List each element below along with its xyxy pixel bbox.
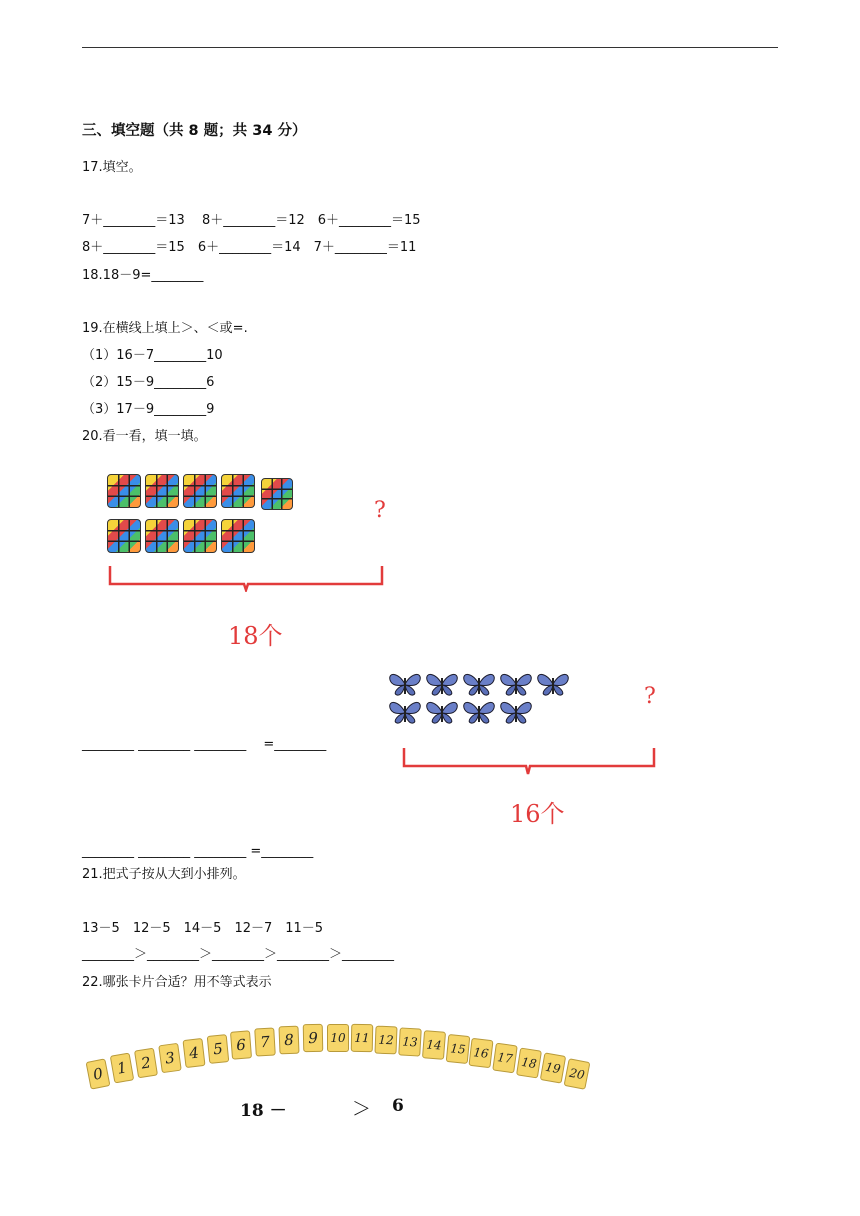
rubik-cube-icon bbox=[107, 474, 141, 508]
number-card: 5 bbox=[206, 1034, 229, 1064]
fig1-brace bbox=[100, 562, 392, 592]
number-card: 6 bbox=[230, 1030, 252, 1059]
number-card: 7 bbox=[255, 1027, 277, 1056]
fig1-question-mark: ? bbox=[374, 498, 386, 523]
number-card: 15 bbox=[445, 1034, 470, 1064]
number-card: 17 bbox=[493, 1042, 519, 1073]
rubik-cube-icon bbox=[261, 478, 293, 510]
q17-row1: 7＋________＝13 8＋________＝12 6＋________＝15 bbox=[82, 213, 421, 228]
q19-item-1: （1）16－7________10 bbox=[82, 348, 223, 363]
q21-blanks: ________＞________＞________＞________＞________ bbox=[82, 947, 394, 962]
q22-expr-left: 18 － bbox=[240, 1101, 287, 1121]
number-card: 1 bbox=[110, 1053, 135, 1084]
number-card: 13 bbox=[398, 1027, 422, 1056]
q21-label: 21.把式子按从大到小排列。 bbox=[82, 867, 246, 882]
q20-answer-2: ________ ________ ________ =________ bbox=[82, 844, 314, 859]
rubik-cube-icon bbox=[145, 474, 179, 508]
number-card: 10 bbox=[327, 1024, 349, 1052]
number-card: 0 bbox=[86, 1058, 111, 1089]
number-card: 18 bbox=[516, 1047, 542, 1078]
rubik-cube-icon bbox=[145, 519, 179, 553]
q22-label: 22.哪张卡片合适？用不等式表示 bbox=[82, 975, 272, 990]
fig2-total-label: 16个 bbox=[510, 800, 565, 828]
q20-label: 20.看一看，填一填。 bbox=[82, 429, 207, 444]
number-card: 3 bbox=[158, 1042, 182, 1072]
number-card: 4 bbox=[182, 1038, 205, 1068]
rubik-cube-icon bbox=[221, 474, 255, 508]
number-card: 11 bbox=[351, 1024, 374, 1052]
q21-expressions: 13－5 12－5 14－5 12－7 11－5 bbox=[82, 921, 324, 936]
rubik-cube-icon bbox=[107, 519, 141, 553]
q22-expr-op: ＞ bbox=[352, 1098, 372, 1120]
header-rule bbox=[82, 47, 778, 48]
number-card: 16 bbox=[469, 1038, 494, 1068]
q19-item-3: （3）17－9________9 bbox=[82, 402, 215, 417]
number-card: 12 bbox=[374, 1025, 397, 1054]
number-card: 9 bbox=[303, 1024, 324, 1052]
rubik-cube-icon bbox=[183, 519, 217, 553]
q19-label: 19.在横线上填上＞、＜或=. bbox=[82, 321, 248, 336]
rubik-cube-icon bbox=[183, 474, 217, 508]
q18-label: 18.18－9=________ bbox=[82, 268, 204, 283]
number-card: 19 bbox=[540, 1053, 566, 1084]
q19-item-2: （2）15－9________6 bbox=[82, 375, 215, 390]
number-card: 20 bbox=[564, 1058, 591, 1090]
number-card: 14 bbox=[422, 1030, 446, 1060]
rubik-cube-icon bbox=[221, 519, 255, 553]
q17-label: 17.填空。 bbox=[82, 160, 142, 175]
fig2-question-mark: ? bbox=[644, 684, 656, 709]
fig1-total-label: 18个 bbox=[228, 622, 283, 650]
fig2-brace bbox=[396, 744, 662, 778]
q20-answer-1: ________ ________ ________ =________ bbox=[82, 737, 327, 752]
q22-expr-right: 6 bbox=[392, 1096, 404, 1116]
butterfly-group-icon bbox=[388, 670, 574, 728]
q17-row2: 8＋________＝15 6＋________＝14 7＋________＝11 bbox=[82, 240, 417, 255]
section-heading: 三、填空题（共 8 题；共 34 分） bbox=[82, 123, 307, 139]
number-card: 8 bbox=[279, 1025, 300, 1054]
number-card: 2 bbox=[134, 1048, 158, 1079]
